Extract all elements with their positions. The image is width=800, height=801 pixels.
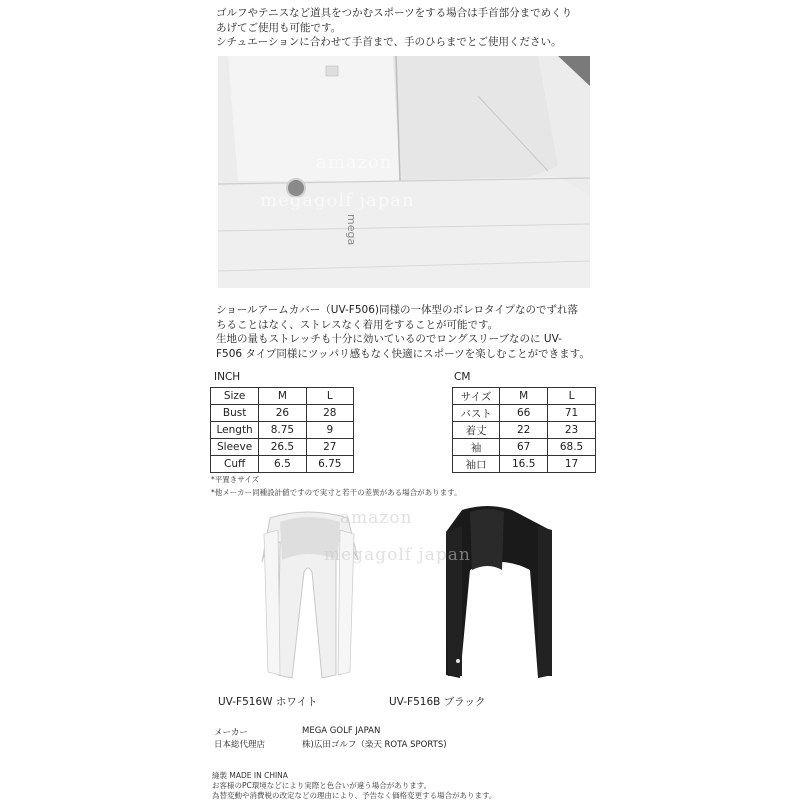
- maker-label: メーカー: [214, 728, 248, 738]
- table-cell: L: [548, 388, 596, 405]
- table-row: [453, 422, 596, 439]
- intro-line: あげてご使用も可能です。: [216, 21, 342, 34]
- description-line: F506 タイプ同様にツッパリ感もなく快適にスポーツを楽しむことができます。: [216, 347, 590, 360]
- table-cell: 71: [548, 405, 596, 422]
- watermark: amazon: [316, 152, 393, 173]
- table-row: [453, 405, 596, 422]
- table-cell: 8.75: [259, 422, 306, 439]
- table-row: [453, 439, 596, 456]
- description-line: ちることはなく、ストレスなく着用をすることが可能です。: [216, 318, 499, 331]
- note-size-variance: *他メーカー同種設計値ですので実寸と若干の差異がある場合があります。: [211, 488, 462, 497]
- table-cell: 28: [306, 405, 353, 422]
- cm-size-table: [452, 387, 596, 473]
- table-header-row: [211, 388, 354, 405]
- inch-size-table: [210, 387, 354, 473]
- intro-paragraph: [216, 6, 572, 50]
- sleeve-closeup-illustration: [218, 56, 590, 288]
- intro-line: シチュエーションに合わせて手首まで、手のひらまでとご使用ください。: [216, 36, 562, 48]
- table-cell: L: [306, 388, 353, 405]
- table-cell: 17: [548, 456, 596, 473]
- table-cell: 66: [500, 405, 548, 422]
- table-row: [211, 422, 354, 439]
- table-cell: 27: [306, 439, 353, 456]
- inch-table-title: INCH: [214, 371, 241, 383]
- table-row: [211, 439, 354, 456]
- table-row: [211, 456, 354, 473]
- description-line: 生地の量もストレッチも十分に効いているのでロングスリーブなのに UV-: [216, 333, 562, 345]
- table-cell: 67: [500, 439, 548, 456]
- table-cell: 着丈: [453, 422, 500, 439]
- table-cell: 6.75: [306, 456, 353, 473]
- note-flat-size: *平置きサイズ: [211, 475, 260, 484]
- intro-line: ゴルフやテニスなど道具をつかむスポーツをする場合は手首部分までめくり: [216, 7, 573, 19]
- table-header-row: [453, 388, 596, 405]
- footer-color-note: お客様のPC環境などにより実際と色合いが違う場合があります。: [212, 781, 432, 790]
- sleeve-closeup-photo: [218, 56, 590, 288]
- maker-value: MEGA GOLF JAPAN: [302, 726, 381, 736]
- table-cell: M: [500, 388, 548, 405]
- table-cell: Cuff: [211, 456, 259, 473]
- table-cell: 26.5: [259, 439, 306, 456]
- table-cell: 68.5: [548, 439, 596, 456]
- table-cell: サイズ: [453, 388, 500, 405]
- distributor-label: 日本総代理店: [214, 740, 266, 750]
- watermark: megagolf japan: [324, 545, 471, 565]
- table-cell: 16.5: [500, 456, 548, 473]
- table-row: [211, 405, 354, 422]
- footer-made-in: 縫製 MADE IN CHINA: [212, 771, 288, 780]
- garment-print: mega: [345, 214, 358, 246]
- white-product-caption: UV-F516W ホワイト: [218, 696, 318, 708]
- footer-price-note: 為替変動や消費税の改定などの理由により、予告なく価格変更する場合があります。: [212, 791, 497, 800]
- table-cell: 6.5: [259, 456, 306, 473]
- table-cell: 袖口: [453, 456, 500, 473]
- distributor-value: 株)広田ゴルフ（楽天 ROTA SPORTS): [302, 740, 447, 750]
- product-images: [200, 500, 600, 690]
- table-cell: Bust: [211, 405, 259, 422]
- watermark: megagolf japan: [260, 190, 415, 211]
- table-cell: 袖: [453, 439, 500, 456]
- table-cell: 9: [306, 422, 353, 439]
- black-product-caption: UV-F516B ブラック: [389, 696, 486, 708]
- table-cell: 26: [259, 405, 306, 422]
- watermark: amazon: [340, 508, 413, 528]
- cm-table-title: CM: [454, 371, 471, 383]
- table-cell: Size: [211, 388, 259, 405]
- table-cell: Sleeve: [211, 439, 259, 456]
- table-cell: 22: [500, 422, 548, 439]
- description-line: ショールアームカバー（UV-F506)同様の一体型のボレロタイプなのでずれ落: [216, 304, 578, 316]
- table-cell: 23: [548, 422, 596, 439]
- description-paragraph: [216, 303, 590, 361]
- table-row: [453, 456, 596, 473]
- table-cell: Length: [211, 422, 259, 439]
- table-cell: M: [259, 388, 306, 405]
- table-cell: バスト: [453, 405, 500, 422]
